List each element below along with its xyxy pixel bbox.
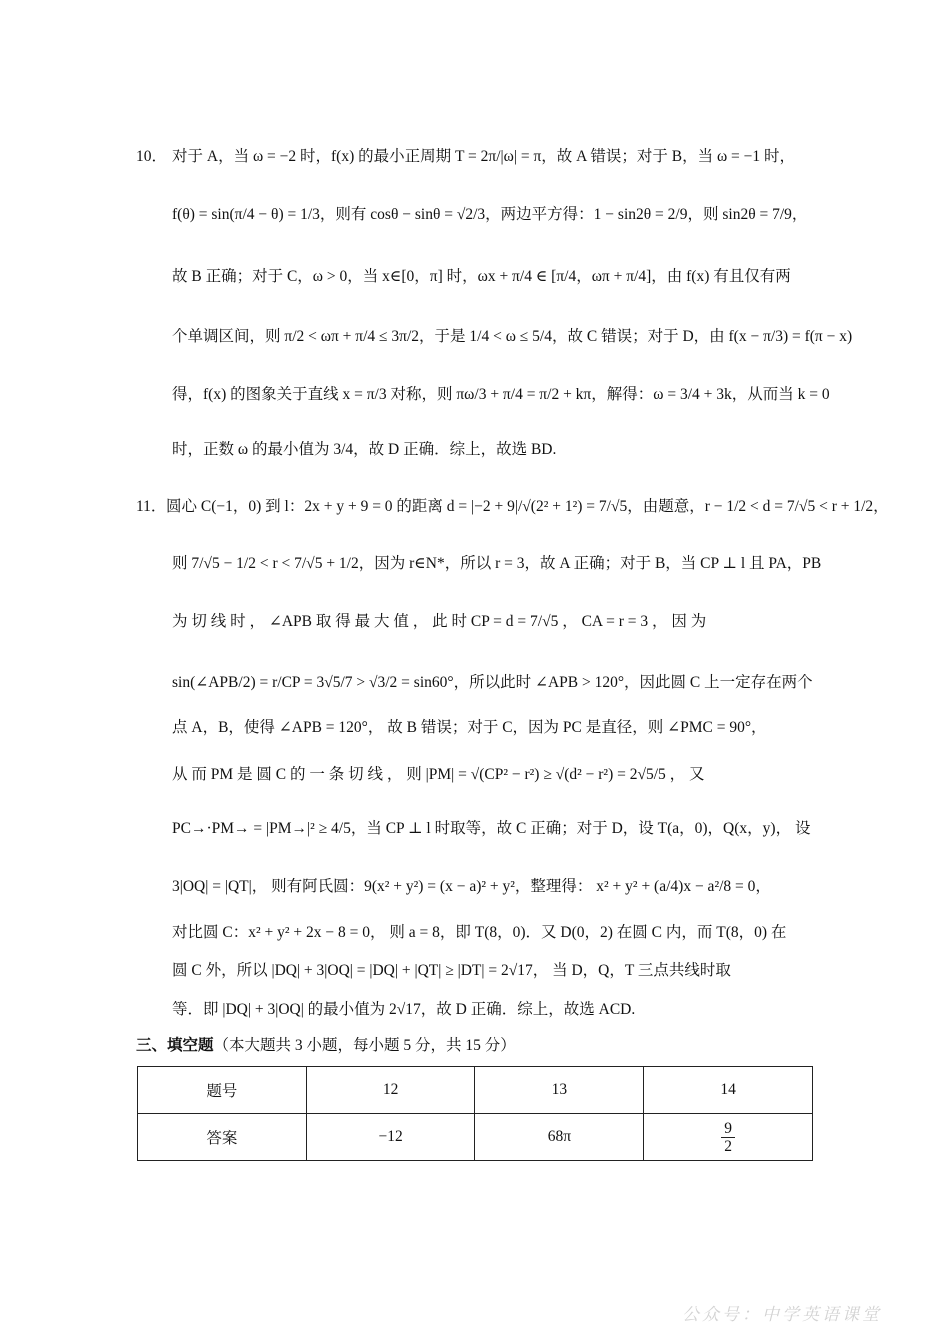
q10-line-4: 个单调区间，则 π/2 < ωπ + π/4 ≤ 3π/2，于是 1/4 < ω ≤ 5/4，故 C 错误；对于 D，由 f(x − π/3) = f(π − x) [172,328,853,345]
table-cell: 14 [644,1067,813,1114]
table-row [138,1114,813,1161]
table-cell: 答案 [138,1114,307,1161]
answer-table [137,1066,813,1161]
table-cell: 13 [475,1067,644,1114]
table-cell: −12 [306,1114,475,1161]
section-note: （本大题共 3 小题，每小题 5 分，共 15 分） [213,1037,516,1054]
q11-line-9: 对比圆 C：x² + y² + 2x − 8 = 0， 则 a = 8，即 T(8，0)．又 D(0，2) 在圆 C 内，而 T(8，0) 在 [172,924,787,941]
q10-number: 10． [136,148,168,165]
q11-line-4: sin(∠APB/2) = r/CP = 3√5/7 > √3/2 = sin60°，所以此时 ∠APB > 120°，因此圆 C 上一定存在两个 [172,674,813,691]
q11-line-8: 3|OQ| = |QT|， 则有阿氏圆：9(x² + y²) = (x − a)² + y²，整理得： x² + y² + (a/4)x − a²/8 = 0， [172,878,771,895]
section-heading [136,1034,516,1057]
table-cell: 题号 [138,1067,307,1114]
fraction-denominator: 2 [724,1137,732,1155]
q11-line-7: PC→·PM→ = |PM→|² ≥ 4/5，当 CP ⊥ l 时取等，故 C 正确；对于 D，设 T(a，0)，Q(x，y)， 设 [172,820,811,837]
table-cell: 68π [475,1114,644,1161]
fraction [721,1120,735,1155]
q10-line-5: 得，f(x) 的图象关于直线 x = π/3 对称，则 πω/3 + π/4 = π/2 + kπ，解得：ω = 3/4 + 3k，从而当 k = 0 [172,386,830,403]
table-cell [644,1114,813,1161]
q11-line-2: 则 7/√5 − 1/2 < r < 7/√5 + 1/2，因为 r∈N*，所以 r = 3，故 A 正确；对于 B，当 CP ⊥ l 且 PA，PB [172,555,822,572]
q10-line-2: f(θ) = sin(π/4 − θ) = 1/3，则有 cosθ − sinθ = √2/3，两边平方得：1 − sin2θ = 2/9，则 sin2θ = 7/9， [172,206,808,223]
section-title: 三、填空题 [136,1036,214,1054]
q11-line-1: 圆心 C(−1，0) 到 l：2x + y + 9 = 0 的距离 d = |−2 + 9|/√(2² + 1²) = 7/√5，由题意，r − 1/2 < d = 7/√5 < r + 1/2， [166,498,889,515]
table-row [138,1067,813,1114]
q10-line-3: 故 B 正确；对于 C，ω > 0，当 x∈[0，π] 时，ωx + π/4 ∈ [π/4，ωπ + π/4]，由 f(x) 有且仅有两 [172,268,791,285]
q10-line-6: 时，正数 ω 的最小值为 3/4，故 D 正确．综上，故选 BD. [172,441,557,458]
q11-line-11: 等．即 |DQ| + 3|OQ| 的最小值为 2√17，故 D 正确．综上，故选 ACD. [172,1001,636,1018]
q10-line-1: 对于 A，当 ω = −2 时，f(x) 的最小正周期 T = 2π/|ω| = π，故 A 错误；对于 B，当 ω = −1 时， [172,148,796,165]
q11-line-6: 从 而 PM 是 圆 C 的 一 条 切 线 ， 则 |PM| = √(CP² − r²) ≥ √(d² − r²) = 2√5/5 ， 又 [172,766,705,783]
table-cell: 12 [306,1067,475,1114]
q11-number: 11． [136,498,167,515]
watermark: 公众号：中学英语课堂 [682,1305,882,1325]
fraction-numerator: 9 [721,1120,735,1138]
q11-line-5: 点 A，B，使得 ∠APB = 120°， 故 B 错误；对于 C，因为 PC 是直径，则 ∠PMC = 90°， [172,719,767,736]
q11-line-3: 为 切 线 时 ， ∠APB 取 得 最 大 值 ， 此 时 CP = d = 7/√5 ， CA = r = 3 ， 因 为 [172,613,707,630]
q11-line-10: 圆 C 外，所以 |DQ| + 3|OQ| = |DQ| + |QT| ≥ |DT| = 2√17， 当 D，Q，T 三点共线时取 [172,962,731,979]
